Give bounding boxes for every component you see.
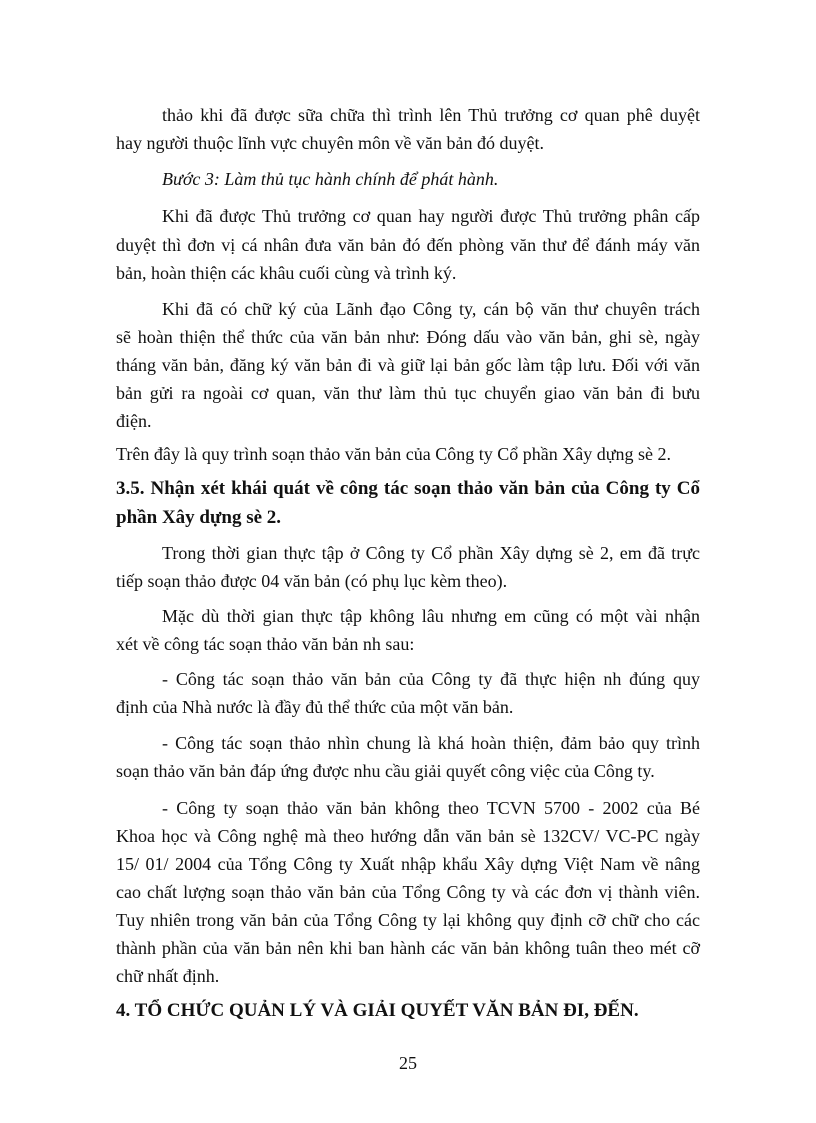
body-text-line: thành phần của văn bản nên khi ban hành các văn bản không tuân theo mét cỡ (116, 938, 700, 958)
body-text-line: - Công ty soạn thảo văn bản không theo TCVN 5700 - 2002 của Bé (162, 798, 700, 818)
body-text-line: Khoa học và Công nghệ mà theo hướng dẫn văn bản sè 132CV/ VC-PC ngày (116, 826, 700, 846)
body-text-line: - Công tác soạn thảo nhìn chung là khá hoàn thiện, đảm bảo quy trình (162, 733, 700, 753)
body-text-line: Khi đã được Thủ trưởng cơ quan hay người được Thủ trưởng phân cấp (162, 206, 700, 226)
body-text-line: điện. (116, 411, 152, 431)
body-text-line: định của Nhà nước là đầy đủ thể thức của một văn bản. (116, 697, 514, 717)
body-text-line: - Công tác soạn thảo văn bản của Công ty đã thực hiện nh đúng quy (162, 669, 700, 689)
body-text-line: Trong thời gian thực tập ở Công ty Cổ phần Xây dựng sè 2, em đã trực (162, 543, 700, 563)
body-text-line: tháng văn bản, đăng ký văn bản đi và giữ lại bản gốc làm tập lưu. Đối với văn (116, 355, 700, 375)
step-heading: Bước 3: Làm thủ tục hành chính để phát hành. (162, 169, 499, 189)
body-text-line: soạn thảo văn bản đáp ứng được nhu cầu giải quyết công việc của Công ty. (116, 761, 655, 781)
body-text-line: sẽ hoàn thiện thể thức của văn bản như: Đóng dấu vào văn bản, ghi sè, ngày (116, 327, 700, 347)
body-text-line: hay người thuộc lĩnh vực chuyên môn về văn bản đó duyệt. (116, 133, 544, 153)
section-heading: 3.5. Nhận xét khái quát về công tác soạn thảo văn bản của Công ty Cổ (116, 478, 700, 499)
body-text-line: tiếp soạn thảo được 04 văn bản (có phụ lục kèm theo). (116, 571, 508, 591)
body-text-line: thảo khi đã được sữa chữa thì trình lên Thủ trưởng cơ quan phê duyệt (162, 105, 700, 125)
page-number: 25 (399, 1053, 417, 1073)
body-text-line: duyệt thì đơn vị cá nhân đưa văn bản đó đến phòng văn thư để đánh máy văn (116, 235, 700, 255)
body-text-line: bản, hoàn thiện các khâu cuối cùng và trình ký. (116, 263, 457, 283)
body-text-line: cao chất lượng soạn thảo văn bản của Tổng Công ty và các đơn vị thành viên. (116, 882, 700, 902)
body-text-line: xét về công tác soạn thảo văn bản nh sau: (116, 634, 415, 654)
body-text-line: bản gửi ra ngoài cơ quan, văn thư làm thủ tục chuyển giao văn bản đi bưu (116, 383, 700, 403)
body-text-line: chữ nhất định. (116, 966, 220, 986)
body-text-line: Khi đã có chữ ký của Lãnh đạo Công ty, cán bộ văn thư chuyên trách (162, 299, 700, 319)
body-text-line: Trên đây là quy trình soạn thảo văn bản của Công ty Cổ phần Xây dựng sè 2. (116, 444, 672, 464)
section-heading: phần Xây dựng sè 2. (116, 507, 282, 528)
chapter-heading: 4. TỔ CHỨC QUẢN LÝ VÀ GIẢI QUYẾT VĂN BẢN ĐI, ĐẾN. (116, 1000, 639, 1021)
body-text-line: 15/ 01/ 2004 của Tổng Công ty Xuất nhập khẩu Xây dựng Việt Nam về nâng (116, 854, 700, 874)
body-text-line: Mặc dù thời gian thực tập không lâu nhưng em cũng có một vài nhận (162, 606, 700, 626)
body-text-line: Tuy nhiên trong văn bản của Tổng Công ty lại không quy định cỡ chữ cho các (116, 910, 700, 930)
